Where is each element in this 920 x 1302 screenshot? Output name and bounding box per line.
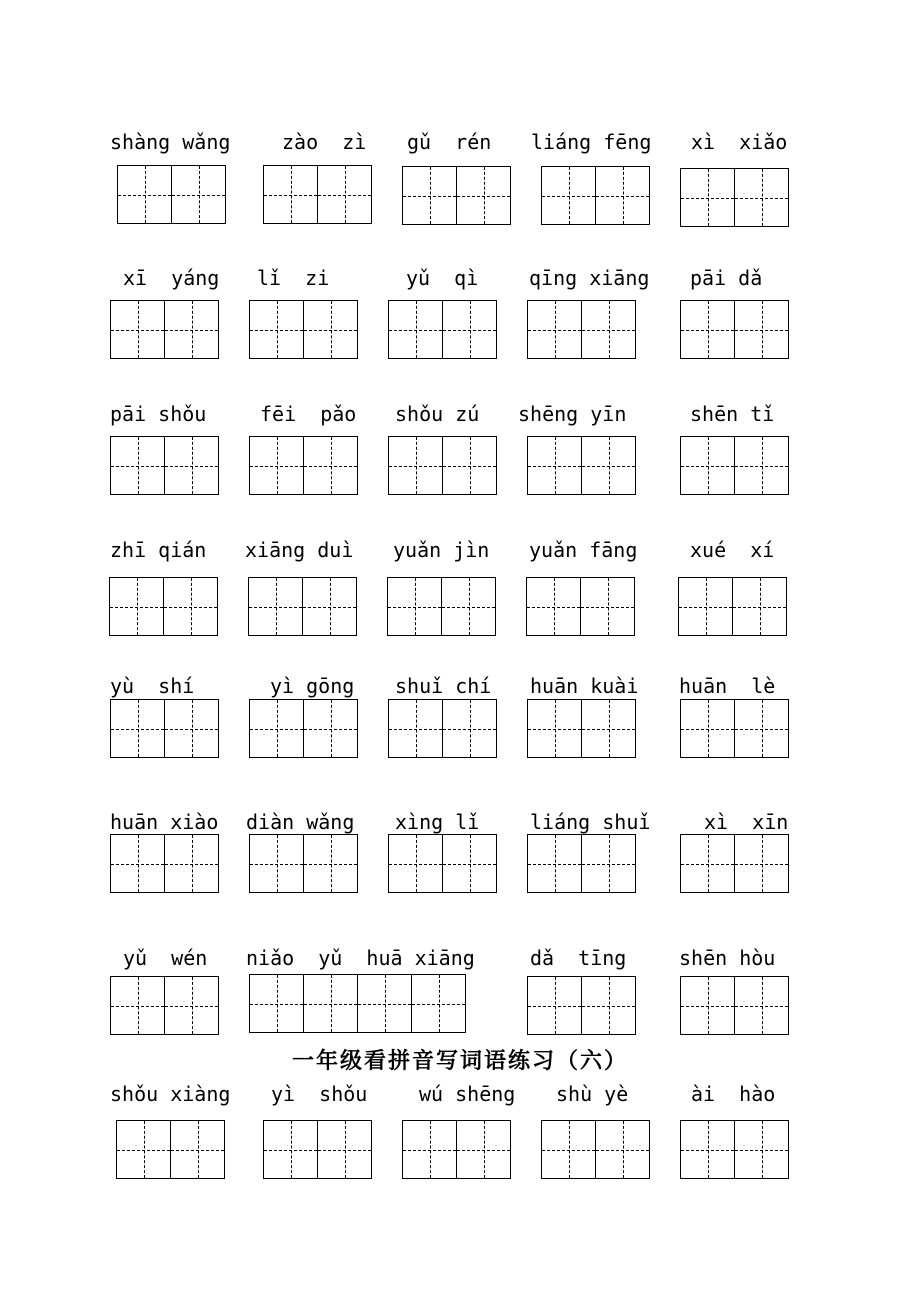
writing-grid[interactable] — [263, 1120, 372, 1179]
writing-grid[interactable] — [388, 436, 497, 495]
character-box[interactable] — [249, 436, 304, 495]
character-box[interactable] — [303, 834, 358, 893]
character-box[interactable] — [541, 1120, 596, 1179]
pinyin-label: liáng fēng — [531, 130, 652, 154]
character-box[interactable] — [734, 834, 789, 893]
writing-grid[interactable] — [249, 699, 358, 758]
writing-grid[interactable] — [541, 166, 650, 225]
writing-grid[interactable] — [527, 436, 636, 495]
writing-grid[interactable] — [263, 165, 372, 224]
pinyin-label: xiāng duì — [245, 538, 354, 562]
character-box[interactable] — [527, 699, 582, 758]
character-box[interactable] — [527, 976, 582, 1035]
character-box[interactable] — [734, 436, 789, 495]
character-box[interactable] — [678, 577, 733, 636]
writing-grid[interactable] — [402, 1120, 511, 1179]
writing-grid[interactable] — [680, 1120, 789, 1179]
pinyin-label: yǔ qì — [406, 266, 479, 290]
character-box[interactable] — [680, 168, 735, 227]
writing-grid[interactable] — [680, 436, 789, 495]
character-box[interactable] — [317, 1120, 372, 1179]
writing-grid[interactable] — [388, 699, 497, 758]
character-box[interactable] — [164, 834, 219, 893]
character-box[interactable] — [170, 1120, 225, 1179]
character-box[interactable] — [680, 976, 735, 1035]
character-box[interactable] — [734, 976, 789, 1035]
character-box[interactable] — [116, 1120, 171, 1179]
writing-grid[interactable] — [541, 1120, 650, 1179]
character-box[interactable] — [249, 834, 304, 893]
character-box[interactable] — [595, 1120, 650, 1179]
character-box[interactable] — [527, 436, 582, 495]
writing-grid[interactable] — [110, 436, 219, 495]
character-box[interactable] — [303, 300, 358, 359]
pinyin-label: pāi shǒu — [110, 402, 207, 426]
character-box[interactable] — [249, 974, 304, 1033]
pinyin-label: ài hào — [691, 1082, 776, 1106]
character-box[interactable] — [581, 699, 636, 758]
writing-grid[interactable] — [387, 577, 496, 636]
character-box[interactable] — [680, 300, 735, 359]
character-box[interactable] — [734, 300, 789, 359]
pinyin-label: yuǎn fāng — [529, 538, 638, 562]
writing-grid[interactable] — [248, 577, 357, 636]
pinyin-label: lǐ zi — [257, 266, 330, 290]
character-box[interactable] — [303, 974, 358, 1033]
character-box[interactable] — [249, 300, 304, 359]
character-box[interactable] — [442, 834, 497, 893]
character-box[interactable] — [164, 699, 219, 758]
pinyin-label: huān lè — [679, 674, 776, 698]
character-box[interactable] — [580, 577, 635, 636]
writing-grid[interactable] — [388, 834, 497, 893]
writing-grid[interactable] — [402, 166, 511, 225]
character-box[interactable] — [388, 300, 443, 359]
character-box[interactable] — [527, 834, 582, 893]
pinyin-label: huān kuài — [530, 674, 639, 698]
pinyin-label: liáng shuǐ — [530, 810, 651, 834]
character-box[interactable] — [109, 577, 164, 636]
character-box[interactable] — [442, 300, 497, 359]
character-box[interactable] — [110, 834, 165, 893]
pinyin-label: shēn tǐ — [690, 402, 775, 426]
writing-grid[interactable] — [117, 165, 226, 224]
writing-grid[interactable] — [680, 699, 789, 758]
pinyin-label: yuǎn jìn — [393, 538, 490, 562]
character-box[interactable] — [110, 300, 165, 359]
character-box[interactable] — [456, 1120, 511, 1179]
pinyin-label: huān xiào — [110, 810, 219, 834]
character-box[interactable] — [734, 168, 789, 227]
character-box[interactable] — [388, 436, 443, 495]
pinyin-label: xī yáng — [123, 266, 220, 290]
writing-grid-four[interactable] — [249, 974, 466, 1033]
writing-grid[interactable] — [680, 834, 789, 893]
character-box[interactable] — [734, 1120, 789, 1179]
writing-grid[interactable] — [110, 300, 219, 359]
character-box[interactable] — [302, 577, 357, 636]
pinyin-label: wú shēng — [419, 1082, 516, 1106]
character-box[interactable] — [680, 1120, 735, 1179]
writing-grid[interactable] — [527, 699, 636, 758]
pinyin-label: pāi dǎ — [690, 266, 763, 290]
writing-grid[interactable] — [680, 168, 789, 227]
pinyin-label: shēng yīn — [518, 402, 627, 426]
writing-grid[interactable] — [678, 577, 787, 636]
character-box[interactable] — [164, 300, 219, 359]
character-box[interactable] — [402, 166, 457, 225]
pinyin-label: xìng lǐ — [395, 810, 480, 834]
character-box[interactable] — [387, 577, 442, 636]
character-box[interactable] — [117, 165, 172, 224]
character-box[interactable] — [442, 699, 497, 758]
writing-grid[interactable] — [249, 436, 358, 495]
character-box[interactable] — [581, 436, 636, 495]
character-box[interactable] — [680, 699, 735, 758]
character-box[interactable] — [581, 834, 636, 893]
worksheet-title: 一年级看拼音写词语练习（六） — [291, 1048, 628, 1074]
pinyin-label: shù yè — [556, 1082, 629, 1106]
character-box[interactable] — [317, 165, 372, 224]
pinyin-label: dǎ tīng — [530, 946, 627, 970]
pinyin-label: shǒu zú — [395, 402, 480, 426]
writing-grid[interactable] — [527, 976, 636, 1035]
character-box[interactable] — [541, 166, 596, 225]
pinyin-label: niǎo yǔ huā xiāng — [246, 946, 475, 970]
writing-grid[interactable] — [680, 300, 789, 359]
pinyin-label: yì gōng — [270, 674, 355, 698]
writing-grid[interactable] — [110, 834, 219, 893]
character-box[interactable] — [581, 976, 636, 1035]
character-box[interactable] — [732, 577, 787, 636]
character-box[interactable] — [734, 699, 789, 758]
pinyin-label: qīng xiāng — [529, 266, 650, 290]
character-box[interactable] — [388, 699, 443, 758]
character-box[interactable] — [411, 974, 466, 1033]
character-box[interactable] — [357, 974, 412, 1033]
character-box[interactable] — [680, 436, 735, 495]
character-box[interactable] — [441, 577, 496, 636]
character-box[interactable] — [110, 699, 165, 758]
writing-grid[interactable] — [526, 577, 635, 636]
pinyin-label: fēi pǎo — [260, 402, 357, 426]
character-box[interactable] — [263, 165, 318, 224]
character-box[interactable] — [526, 577, 581, 636]
writing-grid[interactable] — [109, 577, 218, 636]
character-box[interactable] — [164, 436, 219, 495]
character-box[interactable] — [163, 577, 218, 636]
character-box[interactable] — [442, 436, 497, 495]
pinyin-label: shǒu xiàng — [110, 1082, 231, 1106]
writing-grid[interactable] — [110, 976, 219, 1035]
character-box[interactable] — [263, 1120, 318, 1179]
character-box[interactable] — [595, 166, 650, 225]
pinyin-label: yǔ wén — [123, 946, 208, 970]
character-box[interactable] — [402, 1120, 457, 1179]
pinyin-label: shàng wǎng — [110, 130, 231, 154]
writing-grid[interactable] — [527, 834, 636, 893]
pinyin-label: xì xiǎo — [691, 130, 788, 154]
character-box[interactable] — [680, 834, 735, 893]
pinyin-label: yì shǒu — [271, 1082, 368, 1106]
character-box[interactable] — [249, 699, 304, 758]
writing-grid[interactable] — [680, 976, 789, 1035]
pinyin-label: shēn hòu — [679, 946, 776, 970]
pinyin-label: zhī qián — [110, 538, 207, 562]
writing-grid[interactable] — [249, 300, 358, 359]
pinyin-label: yù shí — [110, 674, 195, 698]
writing-grid[interactable] — [110, 699, 219, 758]
pinyin-label: xué xí — [690, 538, 775, 562]
pinyin-label: xì xīn — [704, 810, 789, 834]
character-box[interactable] — [303, 699, 358, 758]
character-box[interactable] — [164, 976, 219, 1035]
character-box[interactable] — [527, 300, 582, 359]
character-box[interactable] — [303, 436, 358, 495]
writing-grid[interactable] — [249, 834, 358, 893]
writing-grid[interactable] — [388, 300, 497, 359]
character-box[interactable] — [581, 300, 636, 359]
character-box[interactable] — [110, 436, 165, 495]
pinyin-label: shuǐ chí — [395, 674, 492, 698]
writing-grid[interactable] — [116, 1120, 225, 1179]
character-box[interactable] — [248, 577, 303, 636]
writing-grid[interactable] — [527, 300, 636, 359]
character-box[interactable] — [171, 165, 226, 224]
character-box[interactable] — [110, 976, 165, 1035]
character-box[interactable] — [456, 166, 511, 225]
pinyin-label: gǔ rén — [407, 130, 492, 154]
character-box[interactable] — [388, 834, 443, 893]
pinyin-label: diàn wǎng — [246, 810, 355, 834]
pinyin-label: zào zì — [282, 130, 367, 154]
